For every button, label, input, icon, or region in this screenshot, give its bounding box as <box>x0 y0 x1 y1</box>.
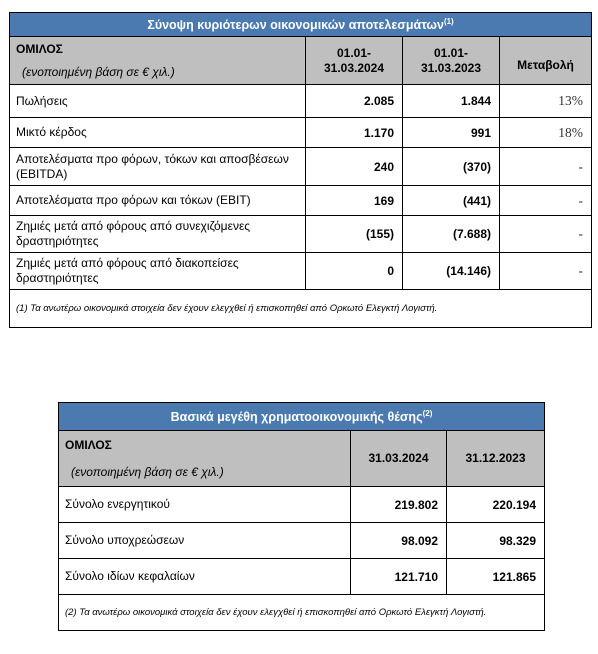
table-row <box>10 148 592 186</box>
change-value: 18% <box>500 118 592 148</box>
value-31-03-2024: 98.092 <box>351 523 447 559</box>
value-2024: 0 <box>306 253 403 290</box>
table-row <box>59 487 545 523</box>
row-label: Σύνολο ενεργητικού <box>59 487 351 523</box>
table-row <box>59 523 545 559</box>
position-table-footnote: (2) Τα ανωτέρω οικονομικά στοιχεία δεν έχουν ελεγχθεί ή επισκοπηθεί από Ορκωτό Ελεγκτή Λογιστή. <box>59 595 545 631</box>
results-table-title: Σύνοψη κυριότερων οικονομικών αποτελεσμάτων$^{(1)}$ <box>10 13 592 37</box>
row-label: Πωλήσεις <box>10 85 306 118</box>
column-header-2023: 01.01- 31.03.2023 <box>403 37 500 85</box>
table-row <box>10 253 592 290</box>
value-31-12-2023: 121.865 <box>447 559 545 595</box>
group-label: ΟΜΙΛΟΣ <box>10 37 306 61</box>
value-2023: (14.146) <box>403 253 500 290</box>
table-row <box>59 559 545 595</box>
results-table-footnote: (1) Τα ανωτέρω οικονομικά στοιχεία δεν έχουν ελεγχθεί ή επισκοπηθεί από Ορκωτό Ελεγκτή Λογιστή. <box>10 290 592 328</box>
change-value: 13% <box>500 85 592 118</box>
table-row <box>10 216 592 253</box>
row-label: Σύνολο υποχρεώσεων <box>59 523 351 559</box>
value-2023: (370) <box>403 148 500 186</box>
row-label: Σύνολο ιδίων κεφαλαίων <box>59 559 351 595</box>
table-row <box>10 118 592 148</box>
results-summary-table <box>9 12 592 328</box>
value-31-12-2023: 98.329 <box>447 523 545 559</box>
value-2023: 991 <box>403 118 500 148</box>
value-2023: (441) <box>403 186 500 216</box>
change-value: - <box>500 253 592 290</box>
value-2024: 240 <box>306 148 403 186</box>
value-31-12-2023: 220.194 <box>447 487 545 523</box>
column-header-31-03-2024: 31.03.2024 <box>351 431 447 487</box>
group-label: ΟΜΙΛΟΣ <box>59 431 351 459</box>
change-value: - <box>500 148 592 186</box>
value-2024: 2.085 <box>306 85 403 118</box>
basis-label: (ενοποιημένη βάση σε € χιλ.) <box>10 61 306 85</box>
table-row <box>10 186 592 216</box>
value-2024: 1.170 <box>306 118 403 148</box>
change-value: - <box>500 186 592 216</box>
row-label: Αποτελέσματα προ φόρων και τόκων (EBIT) <box>10 186 306 216</box>
row-label: Μικτό κέρδος <box>10 118 306 148</box>
financial-position-table <box>58 402 545 631</box>
value-2023: 1.844 <box>403 85 500 118</box>
basis-label: (ενοποιημένη βάση σε € χιλ.) <box>59 459 351 487</box>
value-31-03-2024: 219.802 <box>351 487 447 523</box>
value-2023: (7.688) <box>403 216 500 253</box>
value-31-03-2024: 121.710 <box>351 559 447 595</box>
position-table-title: Βασικά μεγέθη χρηματοοικονομικής θέσης$^{(2)}$ <box>59 403 545 431</box>
row-label: Αποτελέσματα προ φόρων, τόκων και αποσβέσεων (EBITDA) <box>10 148 306 186</box>
column-header-2024: 01.01- 31.03.2024 <box>306 37 403 85</box>
row-label: Ζημιές μετά από φόρους από συνεχιζόμενες δραστηριότητες <box>10 216 306 253</box>
row-label: Ζημιές μετά από φόρους από διακοπείσες δραστηριότητες <box>10 253 306 290</box>
value-2024: (155) <box>306 216 403 253</box>
column-header-31-12-2023: 31.12.2023 <box>447 431 545 487</box>
change-value: - <box>500 216 592 253</box>
column-header-change: Μεταβολή <box>500 37 592 85</box>
table-row <box>10 85 592 118</box>
value-2024: 169 <box>306 186 403 216</box>
